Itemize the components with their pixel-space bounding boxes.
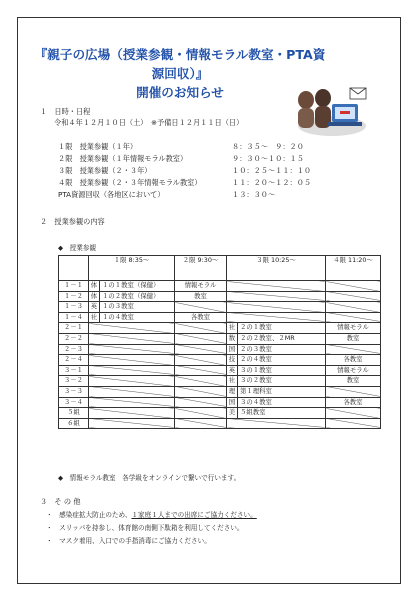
table-row bbox=[59, 386, 381, 397]
period-2-cell bbox=[175, 376, 227, 387]
period-4-cell: 各教室 bbox=[326, 397, 381, 408]
period-4-cell: 教室 bbox=[326, 333, 381, 344]
period-4-cell: 情報モラル bbox=[326, 323, 381, 334]
schedule-label-3: ３限 授業参観（２・３年） bbox=[58, 166, 152, 175]
period-1-room: １の１教室（保健） bbox=[100, 281, 175, 292]
period-4-cell bbox=[326, 291, 381, 302]
section-2-subheading: ◆ 授業参観 bbox=[58, 244, 97, 252]
note-attendance-text: ・ 感染症拡大防止のため、 bbox=[46, 511, 132, 519]
period-3-room: ３の４教室 bbox=[238, 397, 326, 408]
period-1-cell bbox=[89, 323, 175, 334]
class-schedule-table bbox=[58, 255, 381, 429]
period-3-room: ３の１教室 bbox=[238, 365, 326, 376]
period-1-room: １の３教室 bbox=[100, 302, 175, 313]
period-3-subject: 社 bbox=[227, 323, 238, 334]
period-2-cell bbox=[175, 323, 227, 334]
period-1-subject: 英 bbox=[89, 302, 100, 313]
period-2-cell bbox=[175, 333, 227, 344]
class-cell: １－４ bbox=[59, 312, 89, 323]
period-4-cell bbox=[326, 386, 381, 397]
schedule-time-5: １３：３０～ bbox=[232, 190, 276, 199]
period-2-cell: 教室 bbox=[175, 291, 227, 302]
period-1-cell bbox=[89, 376, 175, 387]
period-2-cell bbox=[175, 365, 227, 376]
period-3-subject: 国 bbox=[227, 397, 238, 408]
period-1-cell bbox=[89, 418, 175, 429]
note-slippers: ・ スリッパを持参し、体育館の南側下駄箱を利用してください。 bbox=[46, 524, 244, 532]
note-attendance-underlined: １家庭１人までの出席にご協力ください。 bbox=[131, 511, 257, 519]
period-1-subject: 社 bbox=[89, 312, 100, 323]
page-title bbox=[30, 45, 330, 102]
period-3-cell bbox=[227, 312, 326, 323]
table-row bbox=[59, 365, 381, 376]
class-cell: ３－２ bbox=[59, 376, 89, 387]
period-2-cell bbox=[175, 408, 227, 419]
period-1-subject: 体 bbox=[89, 281, 100, 292]
class-cell: ２－１ bbox=[59, 323, 89, 334]
event-date: 令和４年１２月１０日（土） ※予備日１２月１１日（日） bbox=[54, 118, 244, 127]
period-3-room: ２の４教室 bbox=[238, 355, 326, 366]
period-1-cell bbox=[89, 397, 175, 408]
period-2-cell: 情報モラル bbox=[175, 281, 227, 292]
period-1-subject: 体 bbox=[89, 291, 100, 302]
table-row bbox=[59, 408, 381, 419]
period-2-cell bbox=[175, 355, 227, 366]
period-1-cell bbox=[89, 386, 175, 397]
schedule-time-4: １１：２０～１２：０５ bbox=[232, 178, 312, 187]
period-1-room: １の４教室 bbox=[100, 312, 175, 323]
period-2-cell bbox=[175, 302, 227, 313]
note-mask: ・ マスク着用、入口での手指消毒にご協力ください。 bbox=[46, 537, 211, 545]
online-note: ◆ 情報モラル教室 各学級をオンラインで繋いで行います。 bbox=[58, 474, 241, 482]
table-row bbox=[59, 281, 381, 292]
period-3-room: 第１理科室 bbox=[238, 386, 326, 397]
period-3-room: ２の３教室 bbox=[238, 344, 326, 355]
class-cell: １－２ bbox=[59, 291, 89, 302]
period-3-subject: 英 bbox=[227, 365, 238, 376]
period-1-cell bbox=[89, 365, 175, 376]
class-cell: ６組 bbox=[59, 418, 89, 429]
header-period-1: １限 8:35～ bbox=[89, 256, 175, 281]
header-period-4: ４限 11:20～ bbox=[326, 256, 381, 281]
period-3-subject: 美 bbox=[227, 408, 238, 419]
period-3-cell bbox=[227, 281, 326, 292]
period-3-cell bbox=[227, 302, 326, 313]
period-2-cell bbox=[175, 386, 227, 397]
period-2-cell bbox=[175, 397, 227, 408]
period-3-cell bbox=[227, 418, 326, 429]
table-row bbox=[59, 418, 381, 429]
period-4-cell: 教室 bbox=[326, 376, 381, 387]
period-3-room: ２の２教室、２MR bbox=[238, 333, 326, 344]
period-1-cell bbox=[89, 333, 175, 344]
period-4-cell bbox=[326, 312, 381, 323]
period-2-cell: 各教室 bbox=[175, 312, 227, 323]
period-3-subject: 理 bbox=[227, 386, 238, 397]
period-3-room: ３の２教室 bbox=[238, 376, 326, 387]
section-2-heading: ２ 授業参観の内容 bbox=[40, 217, 105, 226]
period-1-room: １の２教室（保健） bbox=[100, 291, 175, 302]
schedule-time-2: ９：３０～１０：１５ bbox=[232, 154, 304, 163]
schedule-label-2: ２限 授業参観（１年情報モラル教室） bbox=[58, 154, 188, 163]
title-line-1: 『親子の広場（授業参観・情報モラル教室・PTA資源回収）』 bbox=[34, 47, 326, 81]
period-4-cell bbox=[326, 344, 381, 355]
class-cell: ２－４ bbox=[59, 355, 89, 366]
parents-with-laptop-illustration bbox=[292, 80, 372, 140]
table-row bbox=[59, 323, 381, 334]
period-1-cell bbox=[89, 355, 175, 366]
table-row bbox=[59, 355, 381, 366]
period-3-room: ５組教室 bbox=[238, 408, 326, 419]
schedule-label-4: ４限 授業参観（２・３年情報モラル教室） bbox=[58, 178, 202, 187]
period-4-cell bbox=[326, 281, 381, 292]
class-cell: ３－１ bbox=[59, 365, 89, 376]
class-cell: ５組 bbox=[59, 408, 89, 419]
period-3-cell bbox=[227, 291, 326, 302]
note-attendance bbox=[46, 510, 257, 520]
schedule-label-1: １限 授業参観（１年） bbox=[58, 142, 138, 151]
table-row bbox=[59, 333, 381, 344]
schedule-label-5: PTA資源回収（各地区において） bbox=[58, 190, 165, 199]
period-3-room: ２の１教室 bbox=[238, 323, 326, 334]
table-row bbox=[59, 344, 381, 355]
period-2-cell bbox=[175, 418, 227, 429]
class-cell: １－１ bbox=[59, 281, 89, 292]
class-cell: ３－４ bbox=[59, 397, 89, 408]
period-4-cell bbox=[326, 302, 381, 313]
class-cell: １－３ bbox=[59, 302, 89, 313]
table-row bbox=[59, 397, 381, 408]
header-class bbox=[59, 256, 89, 281]
table-row bbox=[59, 291, 381, 302]
period-3-subject: 社 bbox=[227, 376, 238, 387]
table-row bbox=[59, 312, 381, 323]
schedule-time-1: ８：３５～ ９：２０ bbox=[232, 142, 304, 151]
period-3-subject: 数 bbox=[227, 333, 238, 344]
header-period-3: ３限 10:25～ bbox=[227, 256, 326, 281]
period-1-cell bbox=[89, 344, 175, 355]
period-4-cell: 各教室 bbox=[326, 355, 381, 366]
period-3-subject: 技 bbox=[227, 355, 238, 366]
period-4-cell bbox=[326, 418, 381, 429]
section-3-heading: ３ そ の 他 bbox=[40, 497, 81, 506]
class-cell: ３－３ bbox=[59, 386, 89, 397]
table-row bbox=[59, 376, 381, 387]
table-row bbox=[59, 302, 381, 313]
schedule-time-3: １０：２５～１１：１０ bbox=[232, 166, 312, 175]
section-1-heading: １ 日時・日程 bbox=[40, 107, 91, 116]
header-period-2: ２限 9:30～ bbox=[175, 256, 227, 281]
class-cell: ２－３ bbox=[59, 344, 89, 355]
period-2-cell bbox=[175, 344, 227, 355]
period-4-cell bbox=[326, 408, 381, 419]
title-line-2: 開催のお知らせ bbox=[136, 85, 224, 100]
period-3-subject: 国 bbox=[227, 344, 238, 355]
class-cell: ２－２ bbox=[59, 333, 89, 344]
period-1-cell bbox=[89, 408, 175, 419]
period-4-cell: 情報モラル bbox=[326, 365, 381, 376]
